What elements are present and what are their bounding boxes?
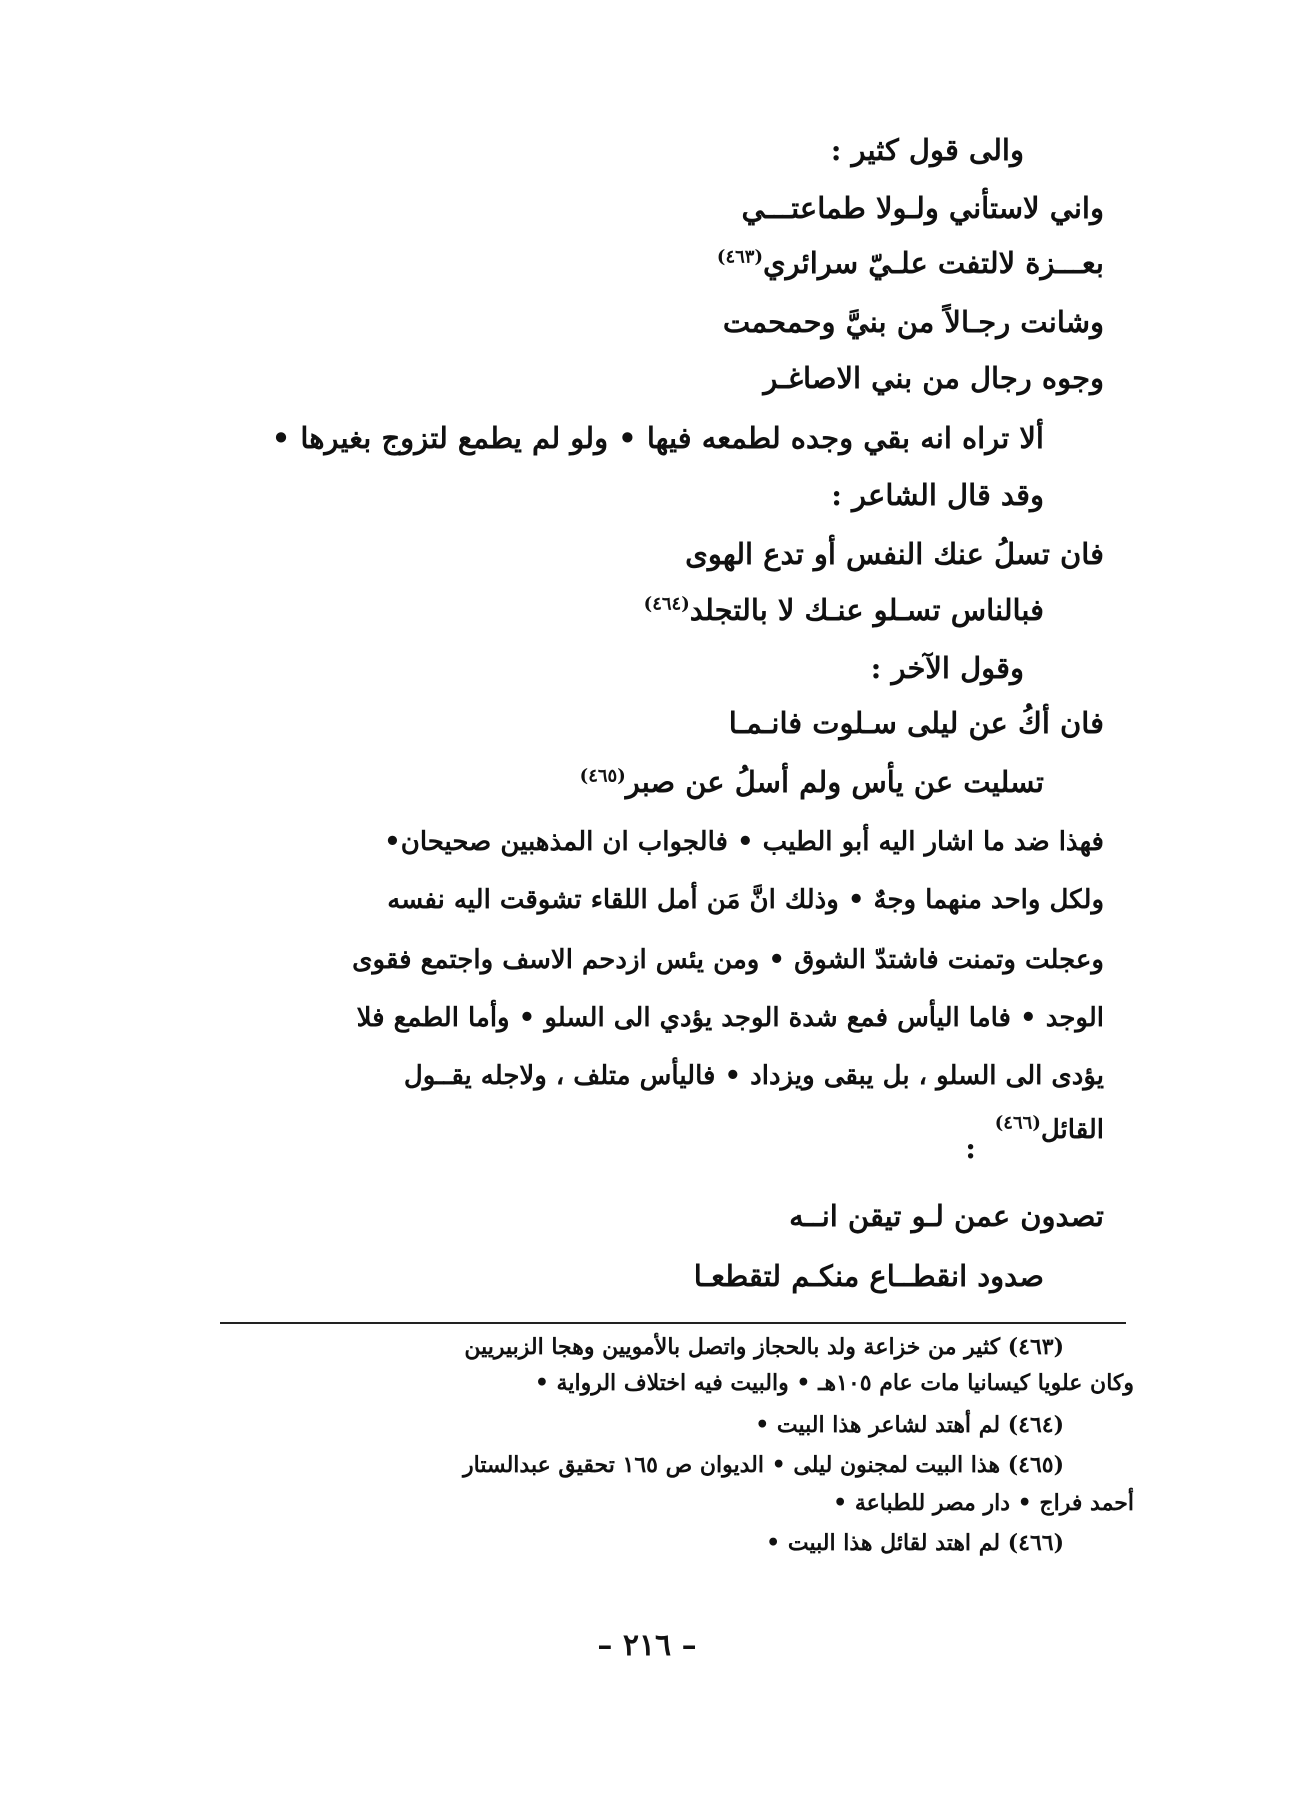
- verse-line: [717, 243, 1104, 283]
- paragraph-line: وعجلت وتمنت فاشتدّ الشوق • ومن يئس ازدحم الاسف واجتمع فقوى: [352, 945, 1104, 975]
- text-line: وقد قال الشاعر :: [831, 478, 1044, 512]
- verse-line: تصدون عمن لـو تيقن انــه: [789, 1199, 1104, 1233]
- page-number: – ٢١٦ –: [597, 1628, 697, 1663]
- footnote-line: أحمد فراج • دار مصر للطباعة •: [833, 1490, 1134, 1516]
- text-line: والى قول كثير :: [830, 133, 1024, 167]
- paragraph-line: فهذا ضد ما اشار اليه أبو الطيب • فالجواب ان المذهبين صحيحان•: [384, 827, 1104, 857]
- verse-line: فان تسلُ عنك النفس أو تدع الهوى: [685, 537, 1104, 571]
- footnote-ref: (٤٦٥): [579, 765, 626, 787]
- verse-text: بعـــزة لالتفت علـيّ سرائري: [762, 246, 1104, 280]
- verse-text: تسليت عن يأس ولم أسلُ عن صبر: [625, 765, 1044, 799]
- verse-text: فبالناس تسـلو عنـك لا بالتجلد: [689, 593, 1044, 627]
- verse-line: وشانت رجـالاً من بنيَّ وحمحمت: [722, 305, 1104, 339]
- footnote-line: (٤٦٤) لم أهتد لشاعر هذا البيت •: [755, 1412, 1064, 1438]
- footnote-line: (٤٦٥) هذا البيت لمجنون ليلى • الديوان ص ١٦٥ تحقيق عبدالستار: [463, 1452, 1064, 1478]
- verse-line: وجوه رجال من بني الاصاغـر: [763, 361, 1104, 395]
- footnote-line: (٤٦٦) لم اهتد لقائل هذا البيت •: [766, 1530, 1064, 1556]
- text-line: وقول الآخر :: [870, 651, 1024, 685]
- colon-mark: :: [965, 1131, 976, 1165]
- paragraph-line: [995, 1110, 1104, 1150]
- verse-line: فان أكُ عن ليلى سـلوت فانـمـا: [728, 706, 1104, 740]
- text-line: ألا تراه انه بقي وجده لطمعه فيها • ولو لم يطمع لتزوج بغيرها •: [271, 421, 1044, 455]
- paragraph-line: الوجد • فاما اليأس فمع شدة الوجد يؤدي الى السلو • وأما الطمع فلا: [356, 1003, 1104, 1033]
- footnote-divider: [220, 1322, 1126, 1324]
- footnote-ref: (٤٦٦): [994, 1112, 1041, 1134]
- footnote-line: (٤٦٣) كثير من خزاعة ولد بالحجاز واتصل بالأمويين وهجا الزبيريين: [464, 1334, 1064, 1360]
- verse-line: واني لاستأني ولـولا طماعتـــي: [741, 191, 1104, 225]
- verse-line: صدود انقطــاع منكـم لتقطعـا: [693, 1259, 1044, 1293]
- paragraph-text: القائل: [1040, 1115, 1104, 1145]
- footnote-line: وكان علويا كيسانيا مات عام ١٠٥هـ • والبيت فيه اختلاف الرواية •: [534, 1370, 1134, 1396]
- footnote-ref: (٤٦٣): [716, 246, 763, 268]
- verse-line: [580, 762, 1044, 802]
- paragraph-line: يؤدى الى السلو ، بل يبقى ويزداد • فاليأس متلف ، ولاجله يقــول: [403, 1061, 1104, 1091]
- paragraph-line: ولكل واحد منهما وجهٌ • وذلك انَّ مَن أمل اللقاء تشوقت اليه نفسه: [387, 885, 1104, 915]
- verse-line: [644, 590, 1044, 630]
- footnote-ref: (٤٦٤): [643, 593, 690, 615]
